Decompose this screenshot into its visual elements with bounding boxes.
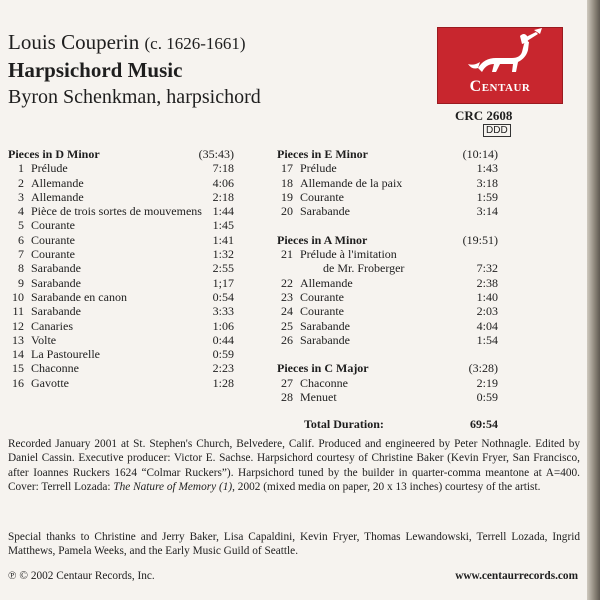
- track-time: 4:04: [476, 318, 498, 333]
- track-time: 1:06: [212, 318, 234, 333]
- track-title: Allemande: [31, 175, 84, 190]
- track-time: 7:32: [476, 261, 498, 276]
- track-title: Sarabande: [31, 261, 81, 276]
- track-time: 1:43: [476, 161, 498, 176]
- track-title: Pièce de trois sortes de mouvemens: [31, 204, 202, 219]
- track-time: 2:23: [212, 361, 234, 376]
- track-title: Gavotte: [31, 375, 69, 390]
- track-time: 1:59: [476, 189, 498, 204]
- track-number: 9: [18, 275, 24, 290]
- track-row: [277, 190, 498, 204]
- composer-title: [8, 30, 246, 55]
- track-title: Sarabande: [300, 332, 350, 347]
- track-time: 3:33: [212, 304, 234, 319]
- track-title: Courante: [31, 218, 75, 233]
- track-number: 17: [281, 161, 293, 176]
- section-header-d-minor: [8, 147, 234, 161]
- section-duration: (3:28): [468, 361, 498, 376]
- track-number: 5: [18, 218, 24, 233]
- track-number: 11: [12, 304, 24, 319]
- track-row: [8, 376, 234, 390]
- track-title: Menuet: [300, 390, 337, 405]
- track-row: [8, 176, 234, 190]
- track-row: [277, 276, 498, 290]
- track-time: 2:55: [212, 261, 234, 276]
- track-row: [8, 161, 234, 175]
- track-number: 8: [18, 261, 24, 276]
- credits-text-end: , 2002 (mixed media on paper, 20 x 13 inches) courtesy of the artist.: [232, 481, 541, 494]
- track-title: Prélude à l'imitation: [300, 247, 397, 262]
- total-duration-label: Total Duration:: [304, 417, 384, 431]
- track-title: Canaries: [31, 318, 73, 333]
- track-title: Volte: [31, 332, 57, 347]
- track-row: [8, 233, 234, 247]
- track-row: [277, 376, 498, 390]
- label-name: Centaur: [469, 78, 531, 95]
- track-row: [8, 290, 234, 304]
- track-number: 16: [12, 375, 24, 390]
- track-row: [8, 247, 234, 261]
- track-time: 1:40: [476, 289, 498, 304]
- track-number: 28: [281, 390, 293, 405]
- track-row: [277, 161, 498, 175]
- track-time: 3:14: [476, 204, 498, 219]
- section-title: Pieces in C Major: [277, 361, 369, 376]
- track-title: Sarabande: [31, 304, 81, 319]
- track-time: 1;17: [212, 275, 234, 290]
- track-row: [8, 304, 234, 318]
- track-number: 1: [18, 161, 24, 176]
- track-number: 10: [12, 289, 24, 304]
- section-header-a-minor: [277, 233, 498, 247]
- track-row: [8, 218, 234, 232]
- track-row: [277, 333, 498, 347]
- track-time: 1:32: [212, 247, 234, 262]
- track-title: Prélude: [31, 161, 68, 176]
- track-number: 22: [281, 275, 293, 290]
- track-title: Chaconne: [300, 375, 348, 390]
- recording-credits: [8, 437, 580, 495]
- track-number: 18: [281, 175, 293, 190]
- track-number: 3: [18, 189, 24, 204]
- track-title: Allemande: [300, 275, 353, 290]
- cover-artwork-title: The Nature of Memory (1): [113, 481, 233, 494]
- track-number: 26: [281, 332, 293, 347]
- track-row: [277, 176, 498, 190]
- track-time: 1:41: [212, 232, 234, 247]
- track-number: 15: [12, 361, 24, 376]
- track-time: 0:59: [212, 347, 234, 362]
- track-row: [8, 276, 234, 290]
- track-title: Courante: [300, 304, 344, 319]
- track-title: Prélude: [300, 161, 337, 176]
- track-time: 2:03: [476, 304, 498, 319]
- track-row-continued: [277, 261, 498, 275]
- track-title: Chaconne: [31, 361, 79, 376]
- track-number: 2: [18, 175, 24, 190]
- track-time: 2:19: [476, 375, 498, 390]
- track-row: [8, 204, 234, 218]
- track-number: 23: [281, 289, 293, 304]
- track-number: 24: [281, 304, 293, 319]
- section-header-c-major: [277, 361, 498, 375]
- track-row: [8, 261, 234, 275]
- track-number: 7: [18, 247, 24, 262]
- website-url: www.centaurrecords.com: [455, 570, 578, 582]
- centaur-logo: [437, 27, 563, 104]
- credits-text: Recorded January 2001 at St. Stephen's Church, Belvedere, Calif. Produced and engineered by Peter Nothnagle. Edited by Daniel Cassin. Executive producer: Victor E. Sachse. Harpsichord courtesy of Christine Baker (Kevin Fryer, San Francisco, after Ioannes Ruckers 1624 “Colmar Ruckers”). Harpsichord tuned by the builder in quarter-comma meantone at A=400. Cover: Terrell Lozada:: [8, 438, 580, 494]
- track-number: 6: [18, 232, 24, 247]
- track-row: [277, 204, 498, 218]
- section-title: Pieces in D Minor: [8, 147, 100, 161]
- track-number: 21: [281, 247, 293, 262]
- track-title: Sarabande: [31, 275, 81, 290]
- section-duration: (10:14): [462, 147, 498, 161]
- track-time: 0:54: [212, 289, 234, 304]
- track-number: 13: [12, 332, 24, 347]
- track-title: Courante: [31, 232, 75, 247]
- section-title: Pieces in A Minor: [277, 232, 368, 247]
- acknowledgements: Special thanks to Christine and Jerry Baker, Lisa Capaldini, Kevin Fryer, Thomas Lewandowski, Terrell Lozada, Ingrid Matthews, Pamela Weeks, and the Early Music Guild of Seattle.: [8, 531, 580, 558]
- track-number: 12: [12, 318, 24, 333]
- section-duration: (19:51): [462, 232, 498, 247]
- performer-credit: Byron Schenkman, harpsichord: [8, 86, 261, 108]
- track-title: Allemande: [31, 189, 84, 204]
- track-row: [8, 190, 234, 204]
- track-time: 1:54: [476, 332, 498, 347]
- track-title-continued: de Mr. Froberger: [323, 261, 405, 276]
- section-title: Pieces in E Minor: [277, 147, 368, 161]
- track-row: [277, 304, 498, 318]
- track-time: 7:18: [212, 161, 234, 176]
- track-row: [277, 319, 498, 333]
- track-title: Allemande de la paix: [300, 175, 403, 190]
- booklet-edge: [587, 0, 600, 600]
- track-time: 1:45: [212, 218, 234, 233]
- composer-name: Louis Couperin: [8, 30, 140, 54]
- catalog-number: CRC 2608: [455, 108, 513, 123]
- track-time: 1:28: [212, 375, 234, 390]
- track-title: La Pastourelle: [31, 347, 100, 362]
- copyright-notice: ℗ © 2002 Centaur Records, Inc.: [8, 570, 155, 582]
- track-row: [8, 319, 234, 333]
- track-row: [8, 361, 234, 375]
- composer-dates: (c. 1626-1661): [144, 34, 246, 53]
- track-time: 1:44: [212, 204, 234, 219]
- track-row: [277, 247, 498, 261]
- track-list-left: [8, 147, 234, 390]
- album-title: Harpsichord Music: [8, 58, 183, 82]
- track-number: 4: [18, 204, 24, 219]
- track-time: 2:38: [476, 275, 498, 290]
- track-number: 25: [281, 318, 293, 333]
- track-list-right: [277, 147, 498, 404]
- section-header-e-minor: [277, 147, 498, 161]
- total-duration-value: 69:54: [470, 417, 498, 431]
- section-duration: (35:43): [198, 147, 234, 161]
- track-time: 0:44: [212, 332, 234, 347]
- track-title: Sarabande: [300, 318, 350, 333]
- ddd-badge: DDD: [483, 124, 511, 137]
- track-row: [277, 290, 498, 304]
- track-time: 4:06: [212, 175, 234, 190]
- track-row: [8, 347, 234, 361]
- track-title: Courante: [300, 289, 344, 304]
- track-time: 3:18: [476, 175, 498, 190]
- track-number: 14: [12, 347, 24, 362]
- track-row: [277, 390, 498, 404]
- track-title: Sarabande: [300, 204, 350, 219]
- track-number: 19: [281, 189, 293, 204]
- track-title: Courante: [31, 247, 75, 262]
- track-time: 2:18: [212, 189, 234, 204]
- track-number: 20: [281, 204, 293, 219]
- track-title: Courante: [300, 189, 344, 204]
- track-time: 0:59: [476, 390, 498, 405]
- track-title: Sarabande en canon: [31, 289, 127, 304]
- track-number: 27: [281, 375, 293, 390]
- track-row: [8, 333, 234, 347]
